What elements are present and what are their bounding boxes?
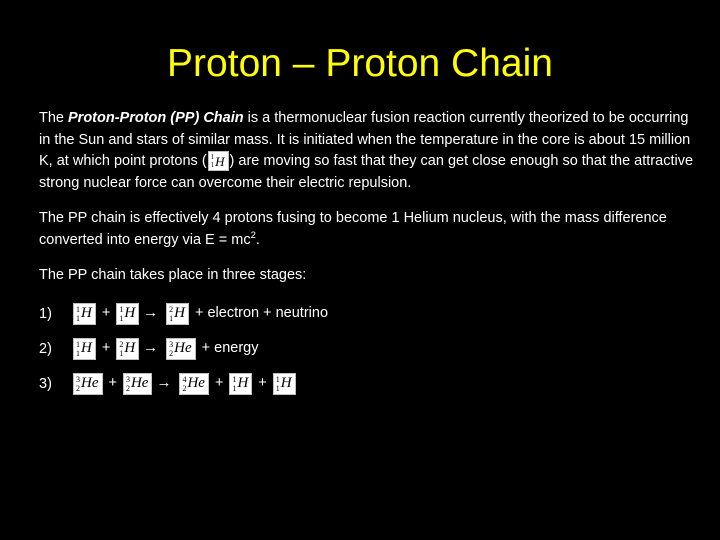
element-symbol: H xyxy=(280,375,292,391)
stage-equation xyxy=(73,338,259,360)
atomic-number: 2 xyxy=(76,383,80,393)
mass-number: 3 xyxy=(76,374,80,384)
paragraph-intro: The Proton-Proton (PP) Chain is a thermonuclear fusion reaction currently theorized to be occurring in the Sun and stars of similar mass. It is initiated when the temperature in the core is about 15 million K, at which point protons ( 1 1H ) are moving so fast that they can get close enough so that the attractive strong nuclear force can overcome their electric repulsion. xyxy=(39,110,694,191)
nuclide-numbers xyxy=(276,375,280,393)
equation-tail-text: + electron + neutrino xyxy=(195,305,329,322)
element-symbol: He xyxy=(187,375,205,391)
stage-equation xyxy=(73,303,328,325)
atomic-number: 2 xyxy=(125,383,130,393)
nuclide-symbol xyxy=(116,303,139,325)
element-symbol: H xyxy=(81,340,92,356)
nuclide-numbers xyxy=(169,305,173,323)
atomic-number: 1 xyxy=(76,313,80,323)
page-title: Proton – Proton Chain xyxy=(167,42,553,85)
stage-equation xyxy=(73,373,296,395)
nuclide-numbers xyxy=(169,340,173,358)
paragraph-stages-lead: The PP chain takes place in three stages: xyxy=(39,267,307,283)
nuclide-symbol xyxy=(166,338,196,360)
stage-list xyxy=(39,303,699,395)
nuclide-symbol xyxy=(179,373,209,395)
nuclide-symbol xyxy=(229,373,252,395)
nuclide-symbol xyxy=(273,373,296,395)
plus-operator: + xyxy=(258,375,267,392)
nuclide-symbol xyxy=(73,338,96,360)
element-symbol: H xyxy=(124,305,136,321)
arrow-icon: → xyxy=(143,304,159,322)
nuclide-numbers xyxy=(119,305,123,323)
element-symbol: He xyxy=(81,375,99,391)
plus-operator: + xyxy=(108,375,117,392)
stage-number: 2) xyxy=(39,340,52,357)
nuclide-numbers xyxy=(76,340,80,358)
emphasis-text: Proton-Proton (PP) Chain xyxy=(68,110,244,126)
mass-number: 1 xyxy=(76,339,80,349)
nuclide-numbers xyxy=(76,375,80,393)
element-symbol: He xyxy=(130,375,149,391)
stage-number: 1) xyxy=(39,305,52,322)
nuclide-numbers xyxy=(126,375,130,393)
plus-operator: + xyxy=(214,375,224,392)
nuclide-numbers xyxy=(211,153,215,169)
nuclide-symbol xyxy=(73,373,103,395)
element-symbol: H xyxy=(81,305,92,321)
nuclide-symbol xyxy=(116,338,139,360)
list-item xyxy=(39,373,699,395)
arrow-icon: → xyxy=(143,339,159,357)
arrow-icon: → xyxy=(156,374,172,392)
nuclide-symbol xyxy=(123,373,153,395)
element-symbol: H xyxy=(174,305,185,321)
superscript-text: 2 xyxy=(250,229,256,241)
atomic-number: 1 xyxy=(210,161,215,170)
element-symbol: H xyxy=(124,340,136,356)
mass-number: 2 xyxy=(119,339,124,349)
mass-number: 1 xyxy=(76,304,80,314)
mass-number: 1 xyxy=(232,374,237,384)
atomic-number: 2 xyxy=(169,348,174,358)
nuclide-symbol xyxy=(166,303,189,325)
paragraph-summary: The PP chain is effectively 4 protons fusing to become 1 Helium nucleus, with the mass difference converted into energy via $E = mc^2$. xyxy=(39,210,667,248)
nuclide-numbers xyxy=(76,305,80,323)
slide-body xyxy=(39,108,699,408)
nuclide-numbers xyxy=(119,340,123,358)
nuclide-symbol xyxy=(73,303,96,325)
atomic-number: 1 xyxy=(275,383,280,393)
atomic-number: 1 xyxy=(76,348,80,358)
element-symbol: H xyxy=(237,375,249,391)
atomic-number: 2 xyxy=(182,383,187,393)
mass-number: 4 xyxy=(182,374,187,384)
mass-number: 2 xyxy=(169,304,174,314)
stage-number: 3) xyxy=(39,375,52,392)
mass-number: 1 xyxy=(119,304,124,314)
plus-operator: + xyxy=(101,305,111,322)
nuclide-numbers xyxy=(232,375,236,393)
element-symbol: H xyxy=(215,153,225,169)
mass-number: 3 xyxy=(169,339,174,349)
mass-number: 3 xyxy=(125,374,130,384)
atomic-number: 1 xyxy=(119,348,124,358)
atomic-number: 1 xyxy=(232,383,237,393)
nuclide-numbers xyxy=(182,375,186,393)
list-item xyxy=(39,338,699,360)
mass-number: 1 xyxy=(210,153,215,162)
element-symbol: He xyxy=(174,340,192,356)
plus-operator: + xyxy=(101,340,111,357)
mass-number: 1 xyxy=(275,374,280,384)
atomic-number: 1 xyxy=(119,313,124,323)
nuclide-symbol xyxy=(208,151,229,171)
equation-tail-text: + energy xyxy=(201,340,259,357)
list-item xyxy=(39,303,699,325)
atomic-number: 1 xyxy=(169,313,174,323)
